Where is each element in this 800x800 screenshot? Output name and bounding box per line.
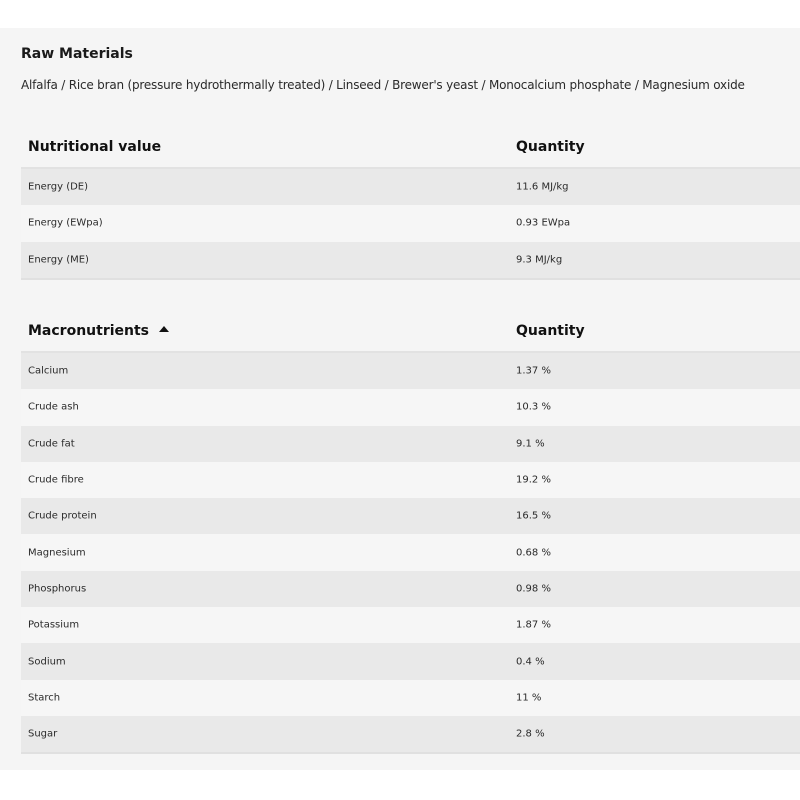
cell-name: Energy (DE) xyxy=(28,181,89,193)
cell-quantity: 9.3 MJ/kg xyxy=(516,254,563,266)
table-row xyxy=(21,353,800,389)
sort-ascending-icon[interactable] xyxy=(159,326,169,332)
cell-name: Phosphorus xyxy=(28,583,87,595)
table-row xyxy=(21,571,800,607)
cell-quantity: 1.37 % xyxy=(516,365,551,377)
table-row xyxy=(21,716,800,754)
table-header xyxy=(21,313,800,353)
cell-quantity: 2.8 % xyxy=(516,728,545,740)
column-header-quantity: Quantity xyxy=(516,139,585,155)
column-header-nutritional-value: Nutritional value xyxy=(28,139,162,155)
table-row xyxy=(21,426,800,462)
cell-name: Crude protein xyxy=(28,510,97,522)
table-row xyxy=(21,680,800,716)
cell-quantity: 19.2 % xyxy=(516,474,551,486)
table-row xyxy=(21,205,800,241)
cell-name: Potassium xyxy=(28,619,80,631)
table-row xyxy=(21,534,800,570)
nutritional-value-table xyxy=(21,129,800,280)
column-header-label: Macronutrients xyxy=(28,323,150,339)
raw-materials-title: Raw Materials xyxy=(21,46,133,62)
column-header-macronutrients[interactable] xyxy=(28,323,169,339)
table-row xyxy=(21,462,800,498)
cell-name: Magnesium xyxy=(28,547,86,559)
table-body xyxy=(21,353,800,754)
table-row xyxy=(21,643,800,679)
table-row xyxy=(21,389,800,425)
macronutrients-table xyxy=(21,313,800,754)
cell-quantity: 1.87 % xyxy=(516,619,551,631)
cell-name: Crude ash xyxy=(28,401,79,413)
cell-quantity: 11.6 MJ/kg xyxy=(516,181,569,193)
table-row xyxy=(21,242,800,280)
table-row xyxy=(21,498,800,534)
cell-name: Starch xyxy=(28,692,61,704)
table-body xyxy=(21,169,800,280)
cell-quantity: 16.5 % xyxy=(516,510,551,522)
cell-quantity: 0.4 % xyxy=(516,656,545,668)
raw-materials-list: Alfalfa / Rice bran (pressure hydrothermally treated) / Linseed / Brewer's yeast / Monocalcium phosphate / Magnesium oxide xyxy=(21,78,745,92)
cell-name: Crude fat xyxy=(28,438,75,450)
cell-quantity: 11 % xyxy=(516,692,542,704)
cell-quantity: 10.3 % xyxy=(516,401,551,413)
cell-name: Energy (ME) xyxy=(28,254,89,266)
cell-quantity: 9.1 % xyxy=(516,438,545,450)
cell-name: Energy (EWpa) xyxy=(28,217,103,229)
cell-name: Calcium xyxy=(28,365,69,377)
cell-name: Crude fibre xyxy=(28,474,84,486)
cell-quantity: 0.98 % xyxy=(516,583,551,595)
cell-quantity: 0.93 EWpa xyxy=(516,217,571,229)
cell-name: Sugar xyxy=(28,728,58,740)
cell-quantity: 0.68 % xyxy=(516,547,551,559)
table-row xyxy=(21,169,800,205)
table-row xyxy=(21,607,800,643)
cell-name: Sodium xyxy=(28,656,66,668)
column-header-quantity: Quantity xyxy=(516,323,585,339)
table-header xyxy=(21,129,800,169)
